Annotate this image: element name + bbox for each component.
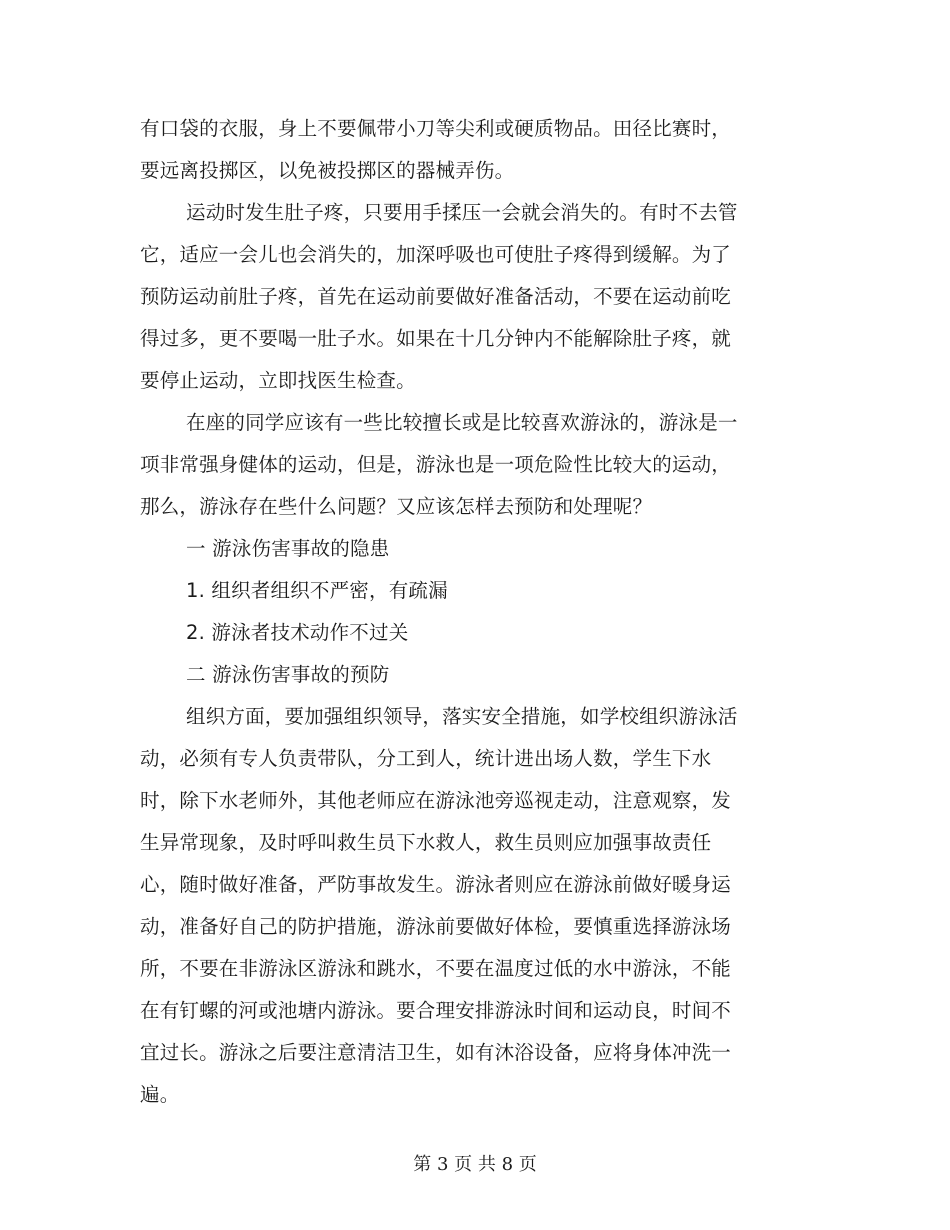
text-line: 在座的同学应该有一些比较擅长或是比较喜欢游泳的，游泳是一 — [186, 411, 738, 434]
text-line: 心，随时做好准备，严防事故发生。游泳者则应在游泳前做好暖身运 — [140, 873, 732, 896]
text-line: 遍。 — [140, 1083, 180, 1106]
text-line: 它，适应一会儿也会消失的，加深呼吸也可使肚子疼得到缓解。为了 — [140, 243, 732, 266]
text-line: 二 游泳伤害事故的预防 — [186, 663, 390, 686]
text-line: 有口袋的衣服，身上不要佩带小刀等尖利或硬质物品。田径比赛时， — [140, 117, 732, 140]
text-line: 预防运动前肚子疼，首先在运动前要做好准备活动，不要在运动前吃 — [140, 285, 732, 308]
text-line: 所，不要在非游泳区游泳和跳水，不要在温度过低的水中游泳，不能 — [140, 957, 732, 980]
text-line: 项非常强身健体的运动，但是，游泳也是一项危险性比较大的运动， — [140, 453, 732, 476]
text-line: 动，准备好自己的防护措施，游泳前要做好体检，要慎重选择游泳场 — [140, 915, 732, 938]
text-line: 得过多，更不要喝一肚子水。如果在十几分钟内不能解除肚子疼，就 — [140, 327, 732, 350]
text-line: 动，必须有专人负责带队，分工到人，统计进出场人数，学生下水 — [140, 747, 712, 770]
text-line: 时，除下水老师外，其他老师应在游泳池旁巡视走动，注意观察，发 — [140, 789, 732, 812]
text-line: 那么，游泳存在些什么问题？又应该怎样去预防和处理呢？ — [140, 495, 653, 518]
text-line: 一 游泳伤害事故的隐患 — [186, 537, 390, 560]
text-line: 运动时发生肚子疼，只要用手揉压一会就会消失的。有时不去管 — [186, 201, 738, 224]
body-text — [140, 108, 780, 1116]
text-line: 要远离投掷区，以免被投掷区的器械弄伤。 — [140, 159, 515, 182]
text-line: 在有钉螺的河或池塘内游泳。要合理安排游泳时间和运动良，时间不 — [140, 999, 732, 1022]
text-line: 要停止运动，立即找医生检查。 — [140, 369, 416, 392]
text-line: 组织方面，要加强组织领导，落实安全措施，如学校组织游泳活 — [186, 705, 738, 728]
text-line: 宜过长。游泳之后要注意清洁卫生，如有沐浴设备，应将身体冲洗一 — [140, 1041, 732, 1064]
text-line: 生异常现象，及时呼叫救生员下水救人，救生员则应加强事故责任 — [140, 831, 712, 854]
text-line: 1. 组织者组织不严密，有疏漏 — [186, 579, 448, 602]
text-line: 2. 游泳者技术动作不过关 — [186, 621, 409, 644]
page-footer: 第 3 页 共 8 页 — [413, 1154, 537, 1175]
